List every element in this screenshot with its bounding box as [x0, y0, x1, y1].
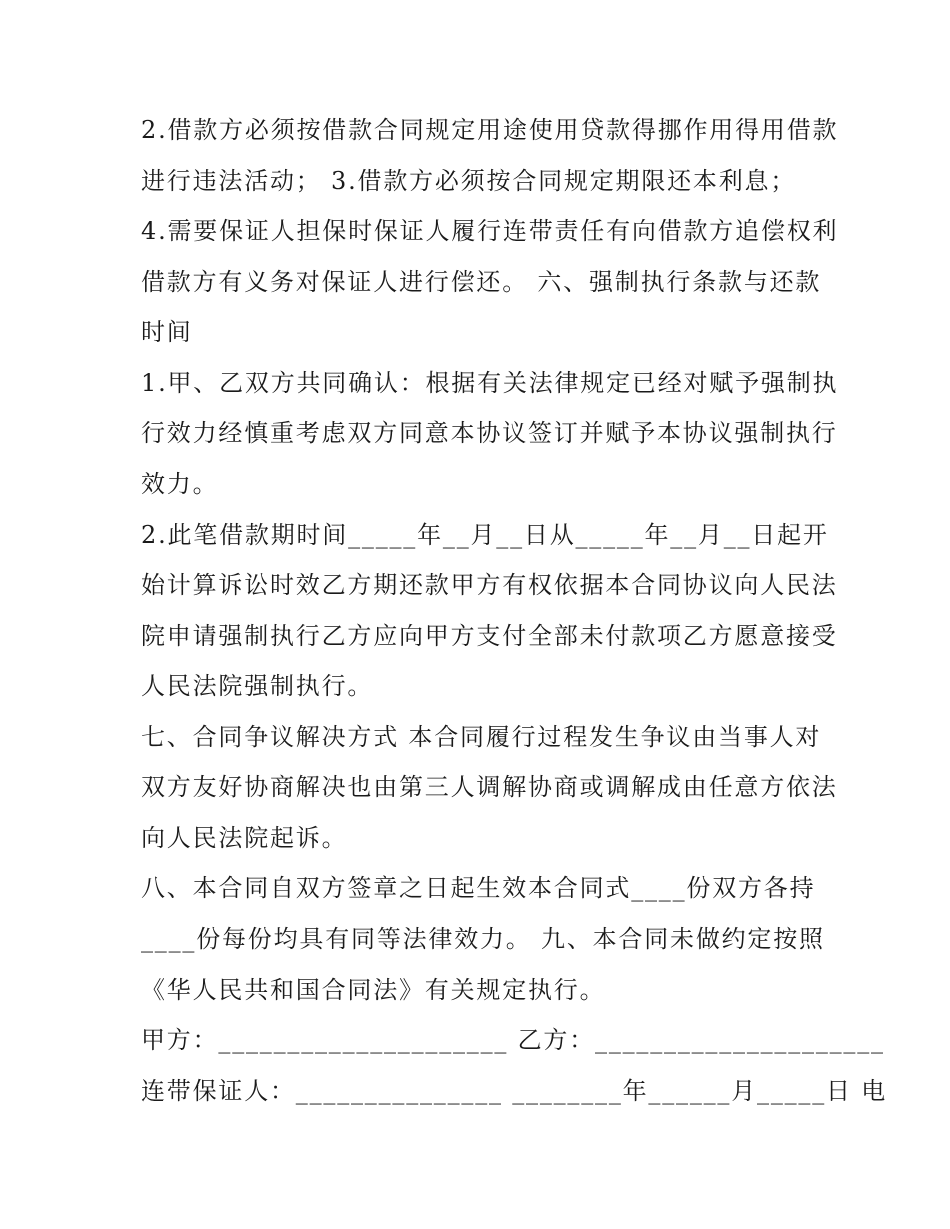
document-line: ____份每份均具有同等法律效力。 九、本合同未做约定按照 — [141, 925, 825, 953]
document-line: 进行违法活动； 3.借款方必须按合同规定期限还本利息； — [141, 167, 797, 195]
document-line: 七、合同争议解决方式 本合同履行过程发生争议由当事人对 — [141, 723, 822, 751]
document-line: 行效力经慎重考虑双方同意本协议签订并赋予本协议强制执行 — [141, 419, 838, 447]
document-line: 双方友好协商解决也由第三人调解协商或调解成由任意方依法 — [141, 773, 838, 801]
document-line: 借款方有义务对保证人进行偿还。 六、强制执行条款与还款 — [141, 268, 822, 296]
document-line: 2.此笔借款期时间_____年__月__日从_____年__月__日起开 — [141, 521, 829, 549]
document-line: 向人民法院起诉。 — [141, 824, 348, 852]
document-line: 连带保证人：_______________ ________年______月_____日 电 — [141, 1077, 888, 1105]
document-line: 院申请强制执行乙方应向甲方支付全部未付款项乙方愿意接受 — [141, 622, 838, 650]
document-line: 1.甲、乙双方共同确认：根据有关法律规定已经对赋予强制执 — [141, 369, 839, 397]
document-line: 八、本合同自双方签章之日起生效本合同式____份双方各持 — [141, 874, 816, 902]
document-line: 效力。 — [141, 470, 219, 498]
document-line: 始计算诉讼时效乙方期还款甲方有权依据本合同协议向人民法 — [141, 571, 838, 599]
document-line: 时间 — [141, 318, 193, 346]
document-line: 人民法院强制执行。 — [141, 672, 374, 700]
document-line: 甲方：_____________________ 乙方：_____________________ — [141, 1026, 885, 1054]
document-line: 2.借款方必须按借款合同规定用途使用贷款得挪作用得用借款 — [141, 116, 839, 144]
document-line: 4.需要保证人担保时保证人履行连带责任有向借款方追偿权利 — [141, 217, 839, 245]
document-line: 《华人民共和国合同法》有关规定执行。 — [141, 976, 606, 1004]
